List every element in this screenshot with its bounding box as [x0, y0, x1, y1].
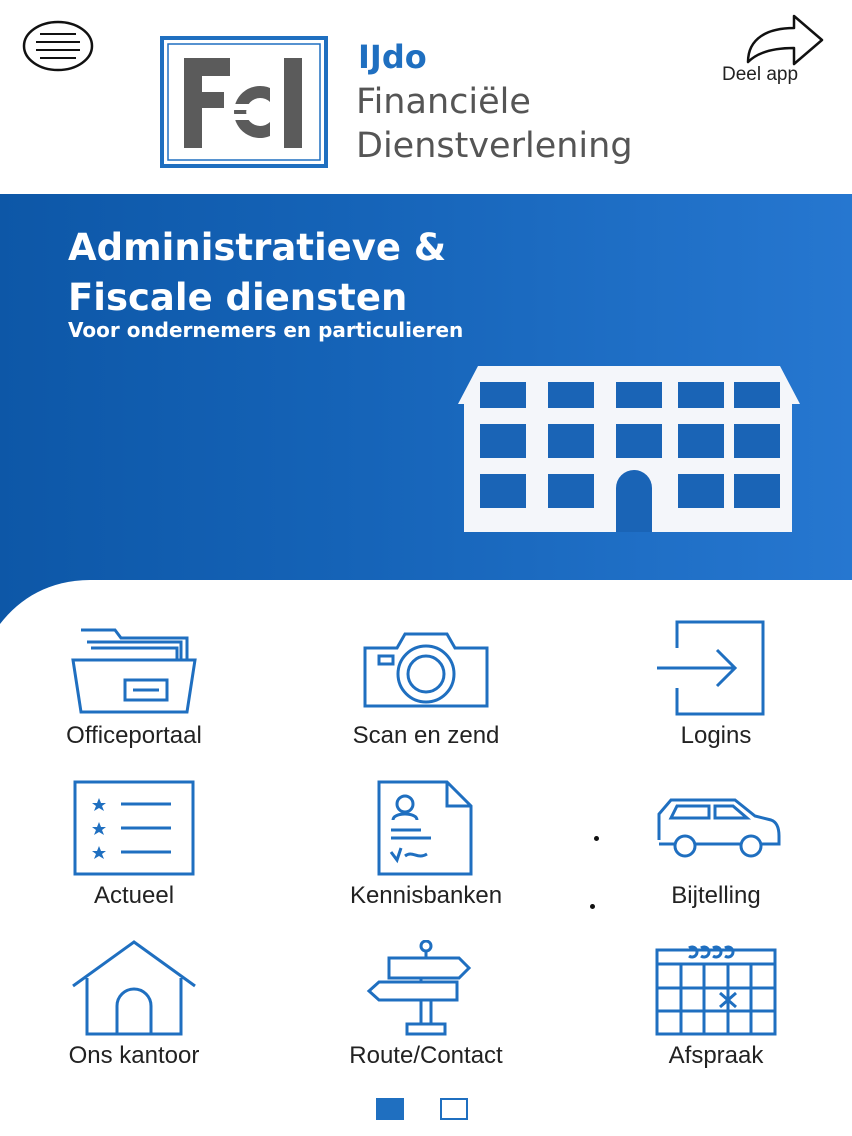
list-icon: [69, 780, 199, 876]
stray-dot: [590, 904, 595, 909]
building-window: [734, 424, 780, 458]
tile-label: Ons kantoor: [68, 1042, 200, 1069]
hamburger-icon: [22, 20, 94, 72]
login-icon: [651, 620, 781, 716]
tile-ons-kantoor[interactable]: [14, 940, 254, 1090]
car-icon: [651, 780, 781, 876]
building-window: [616, 424, 662, 458]
hero-subtitle: Voor ondernemers en particulieren: [68, 318, 464, 342]
document-icon: [361, 780, 491, 876]
building-icon: [454, 364, 804, 534]
building-window: [548, 382, 594, 408]
tile-label: Bijtelling: [671, 882, 761, 909]
page-dot[interactable]: [440, 1098, 468, 1120]
tile-kennisbanken[interactable]: [306, 780, 546, 930]
tile-label: Kennisbanken: [349, 882, 503, 909]
page-dot-active[interactable]: [376, 1098, 404, 1120]
tile-route-contact[interactable]: [306, 940, 546, 1090]
tile-label: Officeportaal: [66, 722, 202, 749]
brand-line-2: Financiële: [356, 82, 531, 122]
tile-label: Afspraak: [668, 1042, 764, 1069]
tile-officeportaal[interactable]: [14, 620, 254, 770]
menu-button[interactable]: [22, 20, 94, 72]
building-window: [734, 474, 780, 508]
share-arrow-icon: [734, 8, 834, 68]
building-window: [480, 382, 526, 408]
share-label: Deel app: [722, 64, 799, 85]
building-window: [678, 474, 724, 508]
hero-banner: [0, 194, 852, 624]
stray-dot: [594, 836, 599, 841]
camera-icon: [361, 620, 491, 716]
building-window: [678, 382, 724, 408]
house-icon: [69, 940, 199, 1036]
tile-scan-en-zend[interactable]: [306, 620, 546, 770]
hero-title-line-1: Administratieve &: [68, 226, 447, 269]
building-window: [548, 424, 594, 458]
tile-logins[interactable]: [596, 620, 836, 770]
company-logo: [160, 36, 328, 168]
tile-label: Route/Contact: [349, 1042, 503, 1069]
tile-actueel[interactable]: [14, 780, 254, 930]
tile-label: Scan en zend: [352, 722, 500, 749]
hero-title-line-2: Fiscale diensten: [68, 276, 408, 319]
file-cabinet-icon: [69, 620, 199, 716]
building-window: [480, 424, 526, 458]
building-window: [678, 424, 724, 458]
building-window: [548, 474, 594, 508]
signpost-icon: [361, 940, 491, 1036]
tile-bijtelling[interactable]: [596, 780, 836, 930]
tile-label: Logins: [680, 722, 752, 749]
building-window: [616, 382, 662, 408]
calendar-icon: [651, 940, 781, 1036]
tile-afspraak[interactable]: [596, 940, 836, 1090]
share-app-button[interactable]: [712, 8, 840, 88]
tile-label: Actueel: [93, 882, 175, 909]
building-window: [480, 474, 526, 508]
brand-line-3: Dienstverlening: [356, 126, 633, 166]
brand-name: IJdo: [358, 38, 427, 76]
building-window: [734, 382, 780, 408]
